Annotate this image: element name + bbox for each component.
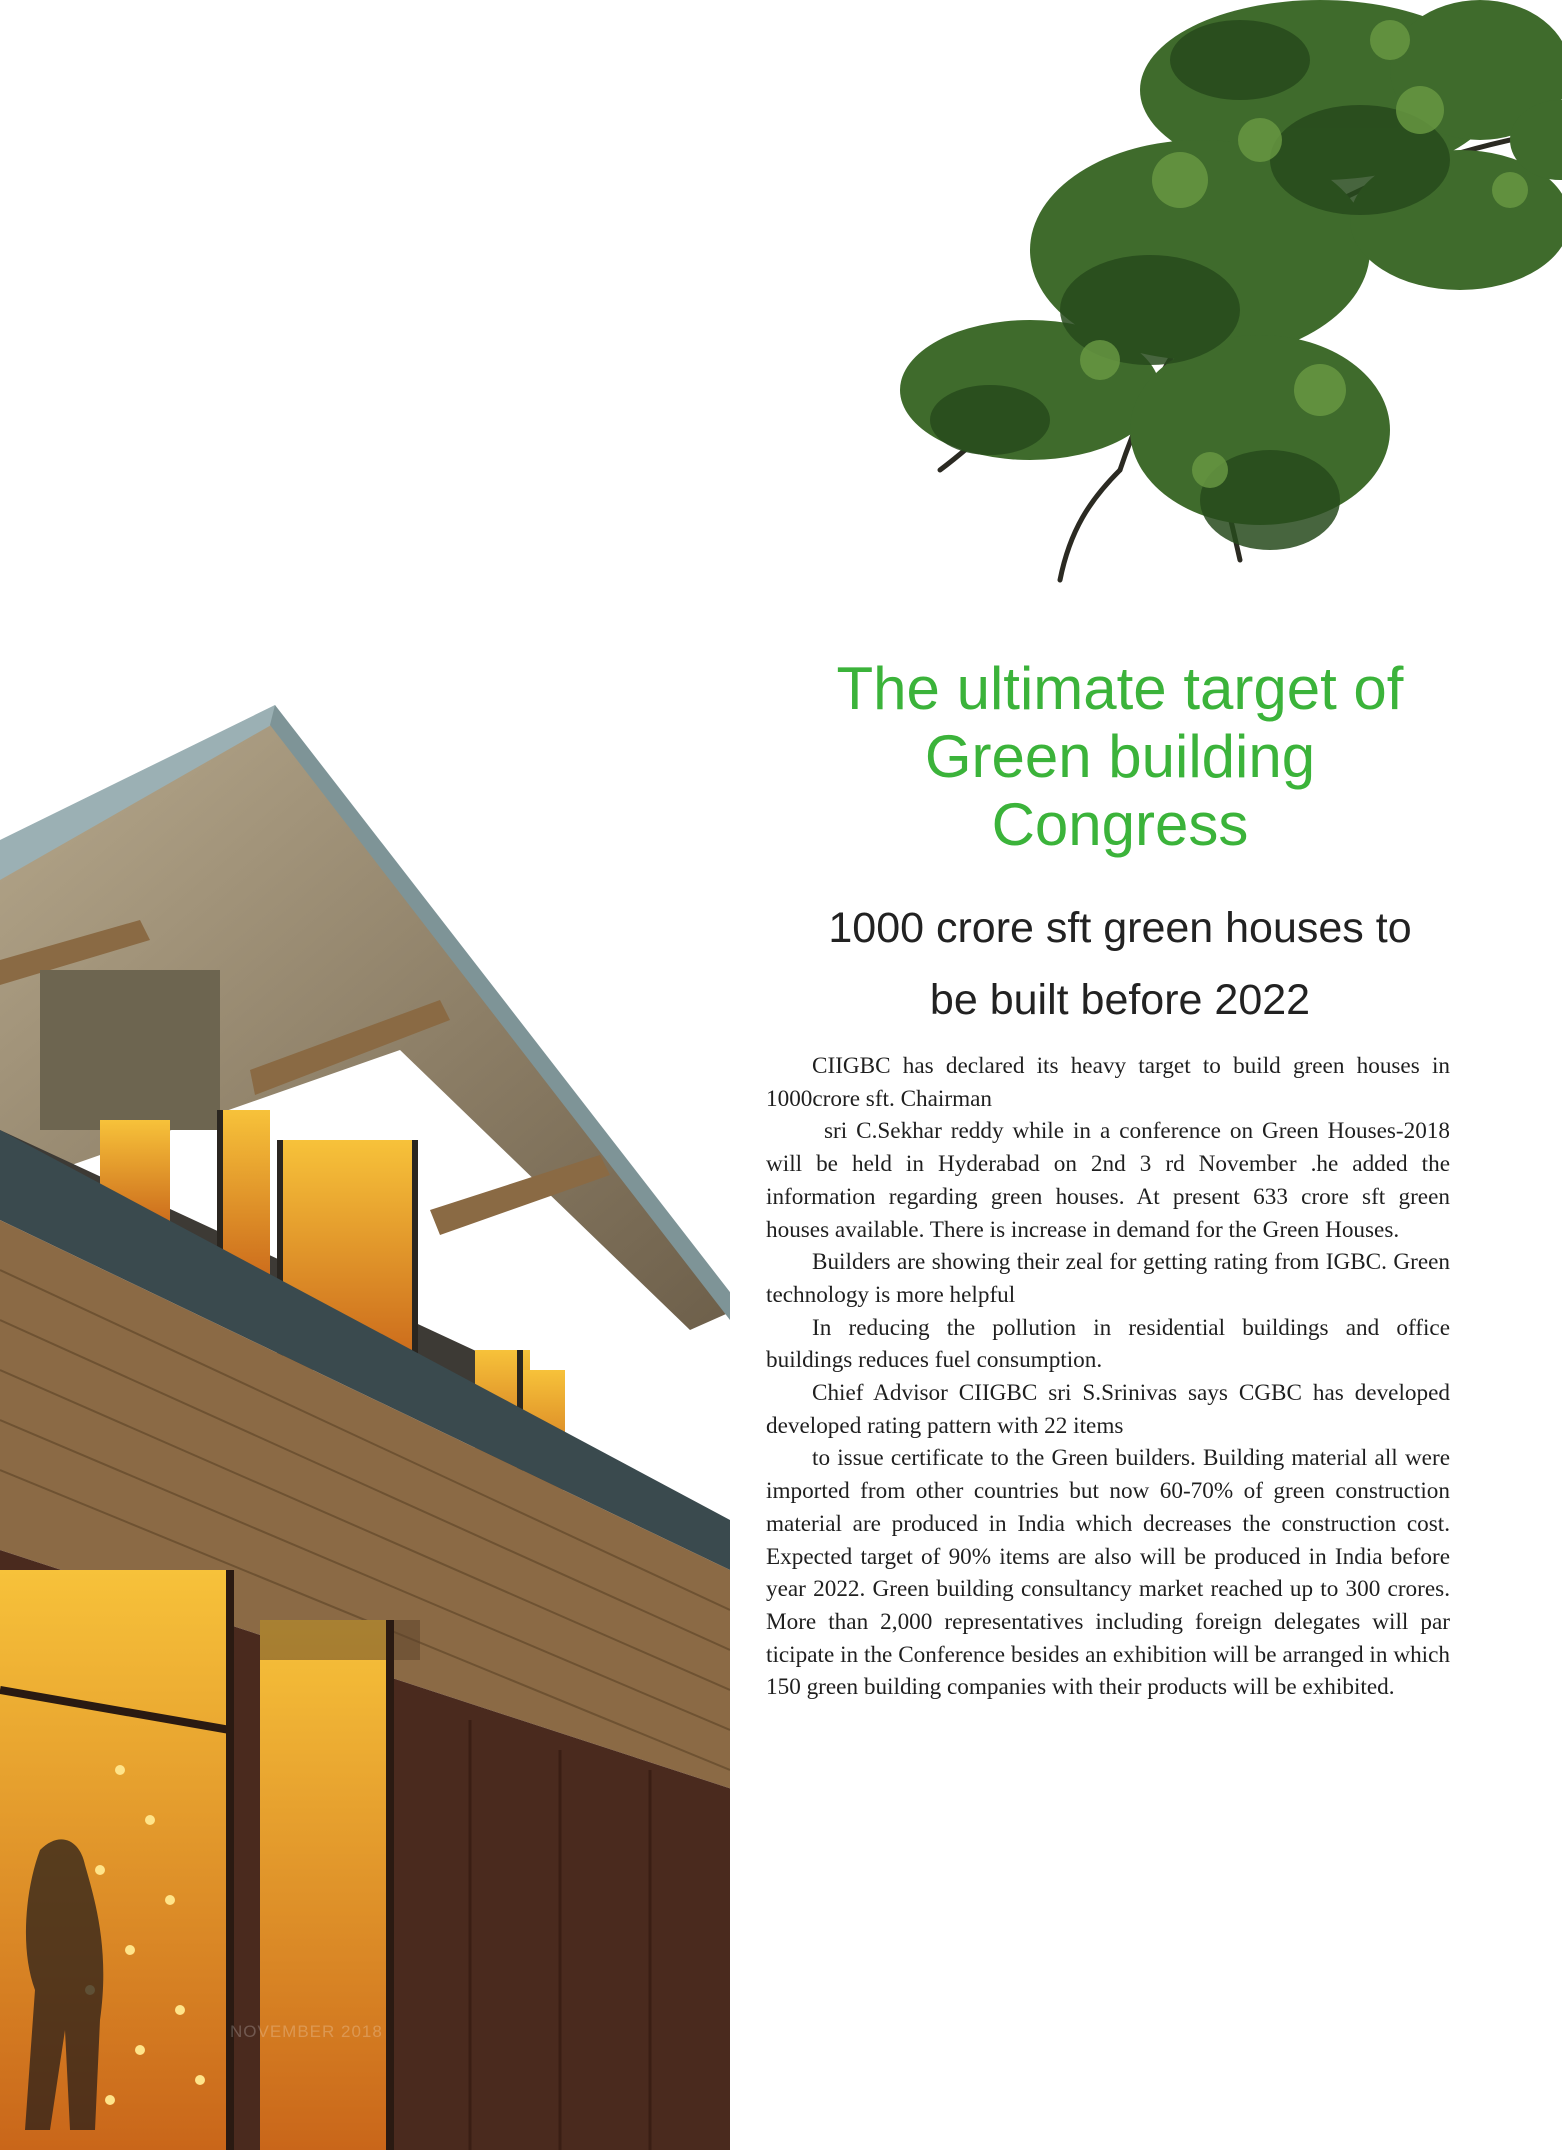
headline-line: Congress [991,791,1249,858]
green-house-photo [0,690,730,2150]
body-paragraph: Builders are showing their zeal for getting rating from IGBC. Green technology is more helpful [766,1249,1450,1308]
body-paragraph: sri C.Sekhar reddy while in a conference on Green Houses-2018 will be held in Hyderabad on 2nd 3 rd November .he added the information regarding green houses. At present 633 crore sft green houses available. There is increase in demand for the Green Houses. [766,1118,1450,1243]
article-subheadline [740,892,1500,1036]
headline-line: Green building [924,723,1316,790]
body-paragraph: CIIGBC has declared its heavy target to build green houses in 1000crore sft. Chairman [766,1053,1450,1112]
tree-canopy-image [560,0,1562,600]
article-body [766,1050,1450,1704]
subheadline-line: be built before 2022 [929,976,1311,1024]
page-folio: NOVEMBER 2018 [230,2022,383,2041]
headline-line: The ultimate target of [836,655,1404,722]
body-paragraph: In reducing the pollution in residential buildings and office buildings reduces fuel consumption. [766,1314,1450,1374]
article-headline [740,655,1500,859]
body-paragraph: to issue certificate to the Green builders. Building material all were imported from other countries but now 60-70% of green construction material are produced in India which decreases the construction cost. Expected target of 90% items are also will be produced in India before year 2022. Green building consultancy market reached up to 300 crores. More than 2,000 representatives including foreign delegates will par ticipate in the Conference besides an exhibition will be arranged in which 150 green building companies with their products will be exhibited. [766,1445,1450,1701]
subheadline-line: 1000 crore sft green houses to [828,904,1412,952]
body-paragraph: Chief Advisor CIIGBC sri S.Srinivas says CGBC has developed developed rating pattern with 22 items [766,1380,1450,1439]
